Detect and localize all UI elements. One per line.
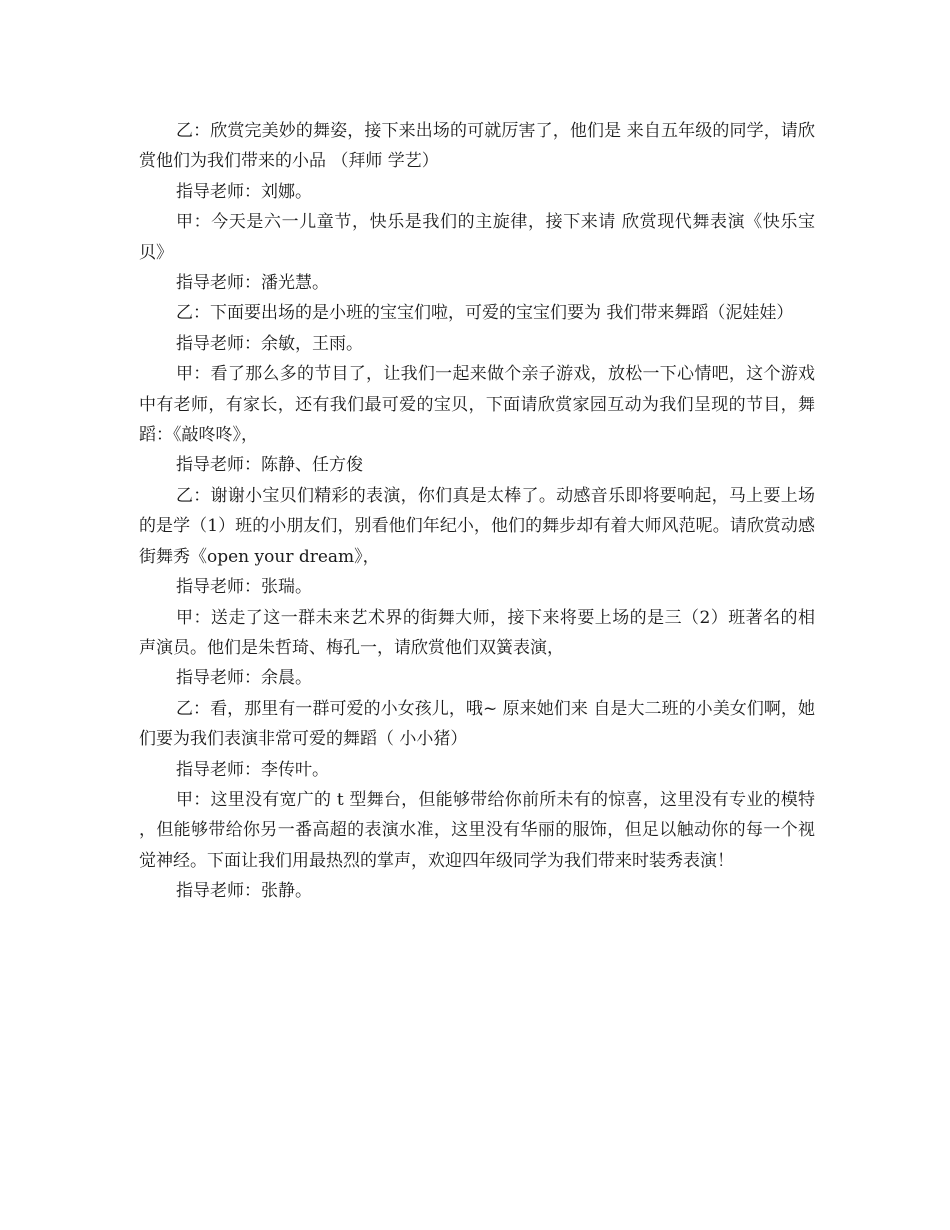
paragraph: 指导老师：张瑞。 [176,577,312,598]
paragraph: 甲：送走了这一群未来艺术界的街舞大师，接下来将要上场的是三（2）班著名的相声演员。他们是朱哲琦、梅孔一，请欣赏他们双簧表演， [139,607,815,658]
document-body [139,116,815,907]
paragraph: 乙：看，那里有一群可爱的小女孩儿，哦~ 原来她们来 自是大二班的小美女们啊，她们要为我们表演非常可爱的舞蹈（ 小小猪） [139,698,815,750]
paragraph: 指导老师：张静。 [176,881,312,902]
paragraph: 甲：今天是六一儿童节，快乐是我们的主旋律，接下来请 欣赏现代舞表演《快乐宝贝》 [139,212,815,263]
paragraph: 乙：下面要出场的是小班的宝宝们啦，可爱的宝宝们要为 我们带来舞蹈（泥娃娃） [176,303,794,324]
paragraph: 指导老师：潘光慧。 [176,273,329,294]
paragraph: 指导老师：余敏，王雨。 [176,333,363,354]
paragraph: 指导老师：李传叶。 [176,759,329,780]
paragraph: 甲：这里没有宽广的 t 型舞台，但能够带给你前所未有的惊喜，这里没有专业的模特 ，但能够带给你另一番高超的表演水准，这里没有华丽的服饰，但足以触动你的每一个视觉神经。下面让我们用最热烈的掌声，欢迎四年级同学为我们带来时装秀表演！ [139,789,815,871]
paragraph: 乙：谢谢小宝贝们精彩的表演，你们真是太棒了。动感音乐即将要响起，马上要上场的是学（1）班的小朋友们，别看他们年纪小，他们的舞步却有着大师风范呢。请欣赏动感街舞秀《open your dream》， [139,485,815,567]
paragraph: 甲：看了那么多的节目了，让我们一起来做个亲子游戏，放松一下心情吧，这个游戏中有老师，有家长，还有我们最可爱的宝贝，下面请欣赏家园互动为我们呈现的节目，舞蹈：《敲咚咚》， [139,364,815,446]
paragraph: 指导老师：陈静、任方俊 [176,455,363,476]
paragraph: 指导老师：刘娜。 [176,181,312,202]
paragraph: 指导老师：余晨。 [176,668,312,689]
paragraph: 乙：欣赏完美妙的舞姿，接下来出场的可就厉害了，他们是 来自五年级的同学，请欣赏他们为我们带来的小品 （拜师 学艺） [139,121,815,172]
